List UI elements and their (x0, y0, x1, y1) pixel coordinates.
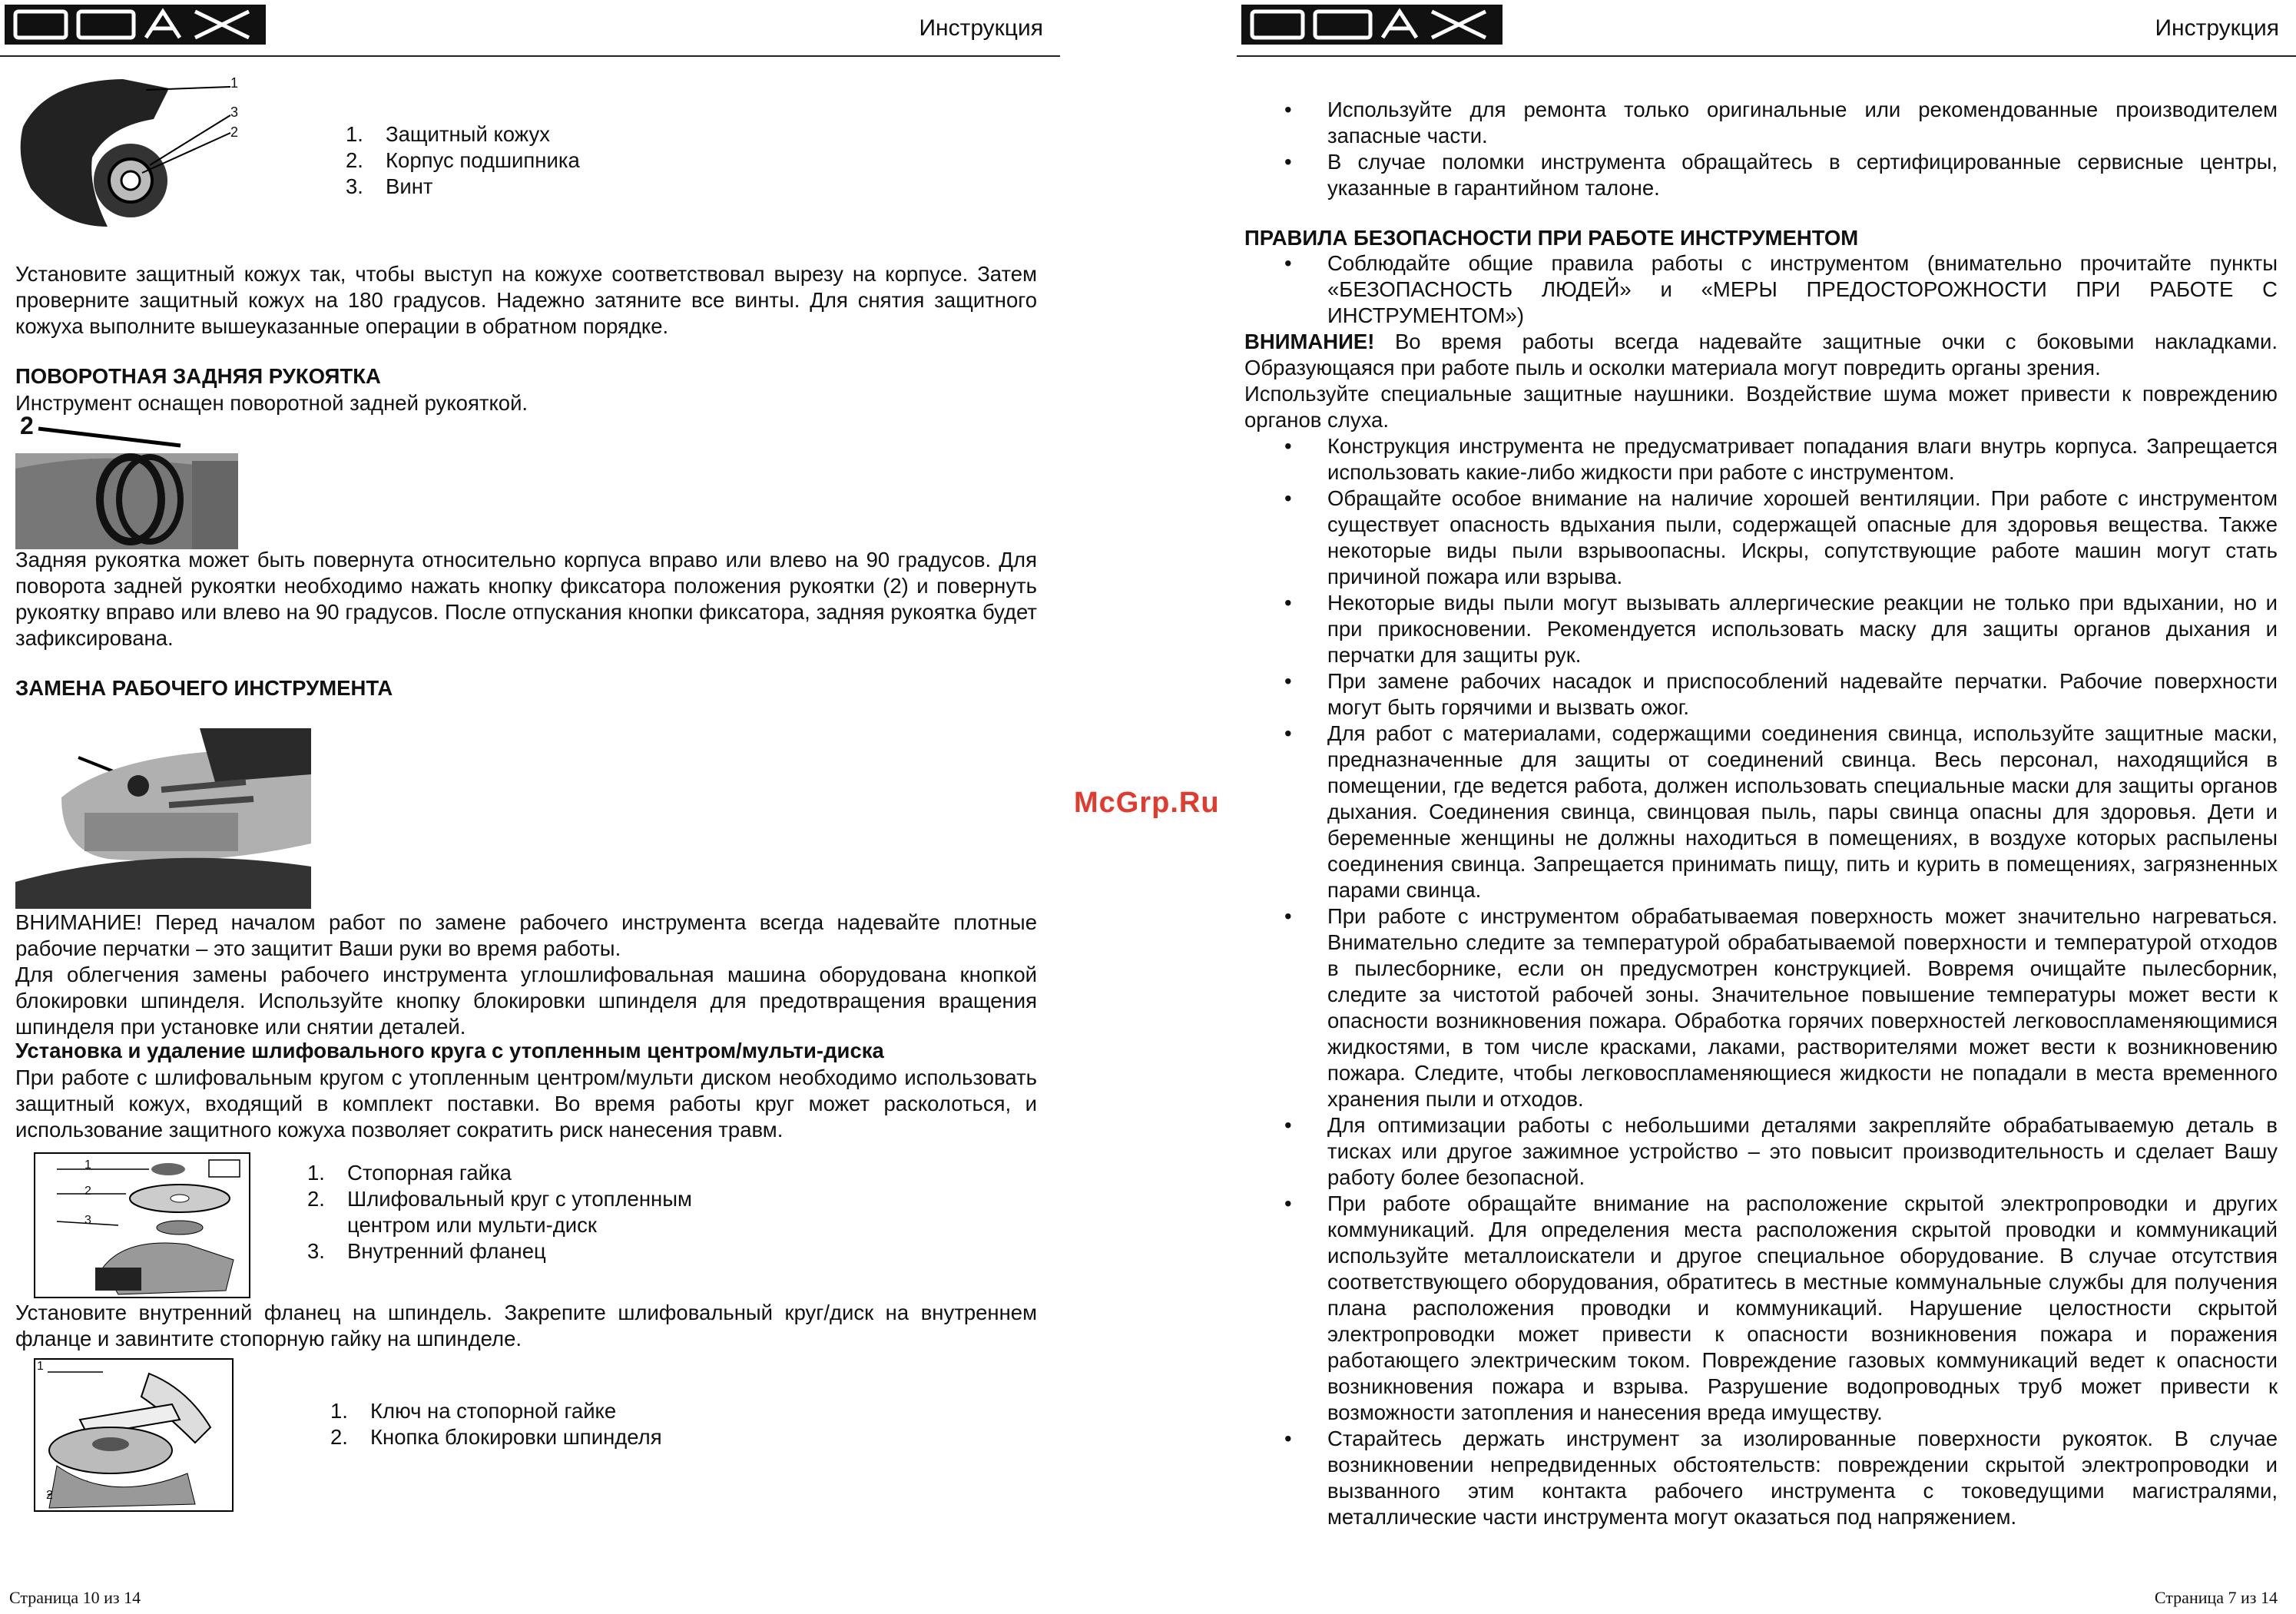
figure-label: 2 (84, 1185, 91, 1198)
omax-logo (5, 3, 266, 46)
paragraph: При работе с шлифовальным кругом с утопленным центром/мульти диском необходимо использовать защитный кожух, входящий в комплект поставки. Во время работы круг может расколоться, и использование защитного кожуха позволяет сократить риск нанесения травм. (15, 1066, 1037, 1142)
list-item: 2. Шлифовальный круг с утопленным центром или мульти-диск (307, 1187, 692, 1237)
list-item: • Старайтесь держать инструмент за изолированные поверхности рукояток. В случае возникновении непредвиденных обстоятельств: повреждении скрытой электропроводки и вызванного этим контакта рабочего инструмента с токоведущими магистралями, металлические части инструмента могут оказаться под напряжением. (1244, 1426, 2278, 1530)
paragraph: ВНИМАНИЕ! Перед началом работ по замене рабочего инструмента всегда надевайте плотные рабочие перчатки – это защитит Ваши руки во время работы. (15, 910, 1037, 960)
page-footer: Страница 10 из 14 (9, 1588, 141, 1607)
figure-label: 1 (84, 1158, 91, 1172)
list-item: 3. Винт (346, 174, 433, 198)
figure-label: 2 (46, 1489, 53, 1502)
rear-handle-figure (15, 415, 246, 549)
header-title: Инструкция (919, 15, 1043, 41)
figure-label: 1 (230, 75, 239, 91)
list-item: • При замене рабочих насадок и приспособлений надевайте перчатки. Рабочие поверхности могут быть горячими и вызвать ожог. (1244, 668, 2278, 721)
guard-figure (15, 73, 246, 238)
omax-logo (1241, 3, 1503, 46)
list-item: 3. Внутренний фланец (307, 1239, 546, 1263)
right-page-body (1244, 97, 2278, 1530)
bullet-list (1244, 433, 2278, 1530)
figure-label: 2 (20, 412, 34, 439)
bullet-list (1244, 250, 2278, 329)
page-header (0, 0, 1060, 57)
watermark-link[interactable]: McGrp.Ru (1074, 787, 1220, 819)
list-item: • Некоторые виды пыли могут вызывать аллергические реакции не только при вдыхании, но и при прикосновении. Рекомендуется использовать маску для защиты органов дыхания и перчатки для защиты рук. (1244, 590, 2278, 668)
list-item: • При работе с инструментом обрабатываемая поверхность может значительно нагреваться. Внимательно следите за температурой обрабатываемой поверхности и температурой отходов в пылесборнике, если он предусмотрен конструкцией. Вовремя очищайте пылесборник, следите за чистотой рабочей зоны. Значительное повышение температуры может вести к опасности возникновения пожара. Обработка горячих поверхностей легковоспламеняющимися жидкостями, в том числе красками, лаками, растворителями может вести к возникновению пожара. Следите, чтобы легковоспламеняющиеся жидкости не попадали в места временного хранения пыли и отходов. (1244, 903, 2278, 1112)
section-heading: ЗАМЕНА РАБОЧЕГО ИНСТРУМЕНТА (15, 676, 393, 700)
list-item: 1. Ключ на стопорной гайке (330, 1399, 617, 1423)
section-heading: ПОВОРОТНАЯ ЗАДНЯЯ РУКОЯТКА (15, 364, 381, 388)
left-page (0, 0, 1060, 1614)
list-item: 1. Защитный кожух (346, 122, 550, 146)
list-item: 1. Стопорная гайка (307, 1161, 512, 1185)
paragraph: Задняя рукоятка может быть повернута относительно корпуса вправо или влево на 90 градусов. Для поворота задней рукоятки необходимо нажать кнопку фиксатора положения рукоятки (2) и повернуть рукоятку вправо или влево на 90 градусов. После отпускания кнопки фиксатора, задняя рукоятка будет зафиксирована. (15, 548, 1037, 650)
disc-parts-list (307, 1160, 737, 1264)
figure-label: 3 (230, 104, 239, 120)
header-title: Инструкция (2155, 15, 2279, 41)
list-item: • Соблюдайте общие правила работы с инструментом (внимательно прочитайте пункты «БЕЗОПАСНОСТЬ ЛЮДЕЙ» и «МЕРЫ ПРЕДОСТОРОЖНОСТИ ПРИ РАБОТЕ С ИНСТРУМЕНТОМ») (1244, 250, 2278, 329)
paragraph: Инструмент оснащен поворотной задней рукояткой. (15, 391, 528, 415)
spindle-lock-figure (15, 728, 311, 909)
list-item: • Для работ с материалами, содержащими соединения свинца, используйте защитные маски, предназначенные для защиты от соединений свинца. Весь персонал, находящийся в помещении, где ведется работа, должен использовать специальные маски для защиты органов дыхания. Соединения свинца, свинцовая пыль, пары свинца опасны для здоровья. Дети и беременные женщины не должны находиться в помещениях, в воздухе которых распылены соединения свинца. Запрещается принимать пищу, пить и курить в помещениях, загрязненных парами свинца. (1244, 721, 2278, 903)
paragraph: Установите внутренний фланец на шпиндель. Закрепите шлифовальный круг/диск на внутреннем фланце и завинтите стопорную гайку на шпинделе. (15, 1301, 1037, 1351)
figure-label: 1 (37, 1360, 44, 1373)
wrench-parts-list (330, 1398, 662, 1450)
section-heading: ПРАВИЛА БЕЗОПАСНОСТИ ПРИ РАБОТЕ ИНСТРУМЕНТОМ (1244, 226, 1859, 250)
list-item: • Для оптимизации работы с небольшими деталями закрепляйте обрабатываемую деталь в тисках или другое зажимное устройство – это повысит производительность и сделает Вашу работу более безопасной. (1244, 1112, 2278, 1191)
disc-parts-figure (34, 1152, 250, 1298)
paragraph: Для облегчения замены рабочего инструмента углошлифовальная машина оборудована кнопкой блокировки шпинделя. Используйте кнопку блокировки шпинделя для предотвращения вращения шпинделя при установке или снятии деталей. (15, 963, 1037, 1039)
figure-label: 3 (84, 1214, 91, 1227)
subheading: Установка и удаление шлифовального круга с утопленным центром/мульти-диска (15, 1039, 884, 1062)
attention-label: ВНИМАНИЕ! (1244, 330, 1375, 353)
list-item: 2. Кнопка блокировки шпинделя (330, 1425, 662, 1449)
wrench-figure (34, 1358, 234, 1512)
paragraph: Используйте специальные защитные наушники. Воздействие шума может привести к повреждению органов слуха. (1244, 382, 2278, 432)
right-page (1237, 0, 2296, 1614)
list-item: 2. Корпус подшипника (346, 148, 580, 172)
figure-label: 2 (230, 124, 239, 140)
page-header (1237, 0, 2296, 57)
page-footer: Страница 7 из 14 (2154, 1588, 2278, 1607)
list-item: • Конструкция инструмента не предусматривает попадания влаги внутрь корпуса. Запрещается использовать какие-либо жидкости при работе с инструментом. (1244, 433, 2278, 486)
list-item: • Используйте для ремонта только оригинальные или рекомендованные производителем запасные части. (1244, 97, 2278, 149)
guard-parts-list (346, 121, 580, 200)
bullet-list (1244, 97, 2278, 201)
attention-paragraph: ВНИМАНИЕ! Во время работы всегда надевайте защитные очки с боковыми накладками. Образующаяся при работе пыль и осколки материала могут повредить органы зрения. (1244, 330, 2278, 379)
paragraph: Установите защитный кожух так, чтобы выступ на кожухе соответствовал вырезу на корпусе. Затем проверните защитный кожух на 180 градусов. Надежно затяните все винты. Для снятия защитного кожуха выполните вышеуказанные операции в обратном порядке. (15, 262, 1037, 338)
list-item: • Обращайте особое внимание на наличие хорошей вентиляции. При работе с инструментом существует опасность вдыхания пыли, содержащей опасные для здоровья вещества. Также некоторые виды пыли взрывоопасны. Искры, сопутствующие работе машин могут стать причиной пожара или взрыва. (1244, 486, 2278, 590)
list-item: • В случае поломки инструмента обращайтесь в сертифицированные сервисные центры, указанные в гарантийном талоне. (1244, 149, 2278, 201)
list-item: • При работе обращайте внимание на расположение скрытой электропроводки и других коммуникаций. Для определения места расположения скрытой проводки и коммуникаций используйте металлоискатели и другое специальное оборудование. В случае отсутствия соответствующего оборудования, обратитесь в местные коммунальные службы для получения плана расположения проводки и коммуникаций. Нарушение целостности скрытой электропроводки может привести к опасности возникновения пожара и поражения работающего электрическим током. Повреждение газовых коммуникаций ведет к опасности возникновения пожара и взрыва. Разрушение водопроводных труб может привести к возможности затопления и нанесения вреда имуществу. (1244, 1191, 2278, 1426)
